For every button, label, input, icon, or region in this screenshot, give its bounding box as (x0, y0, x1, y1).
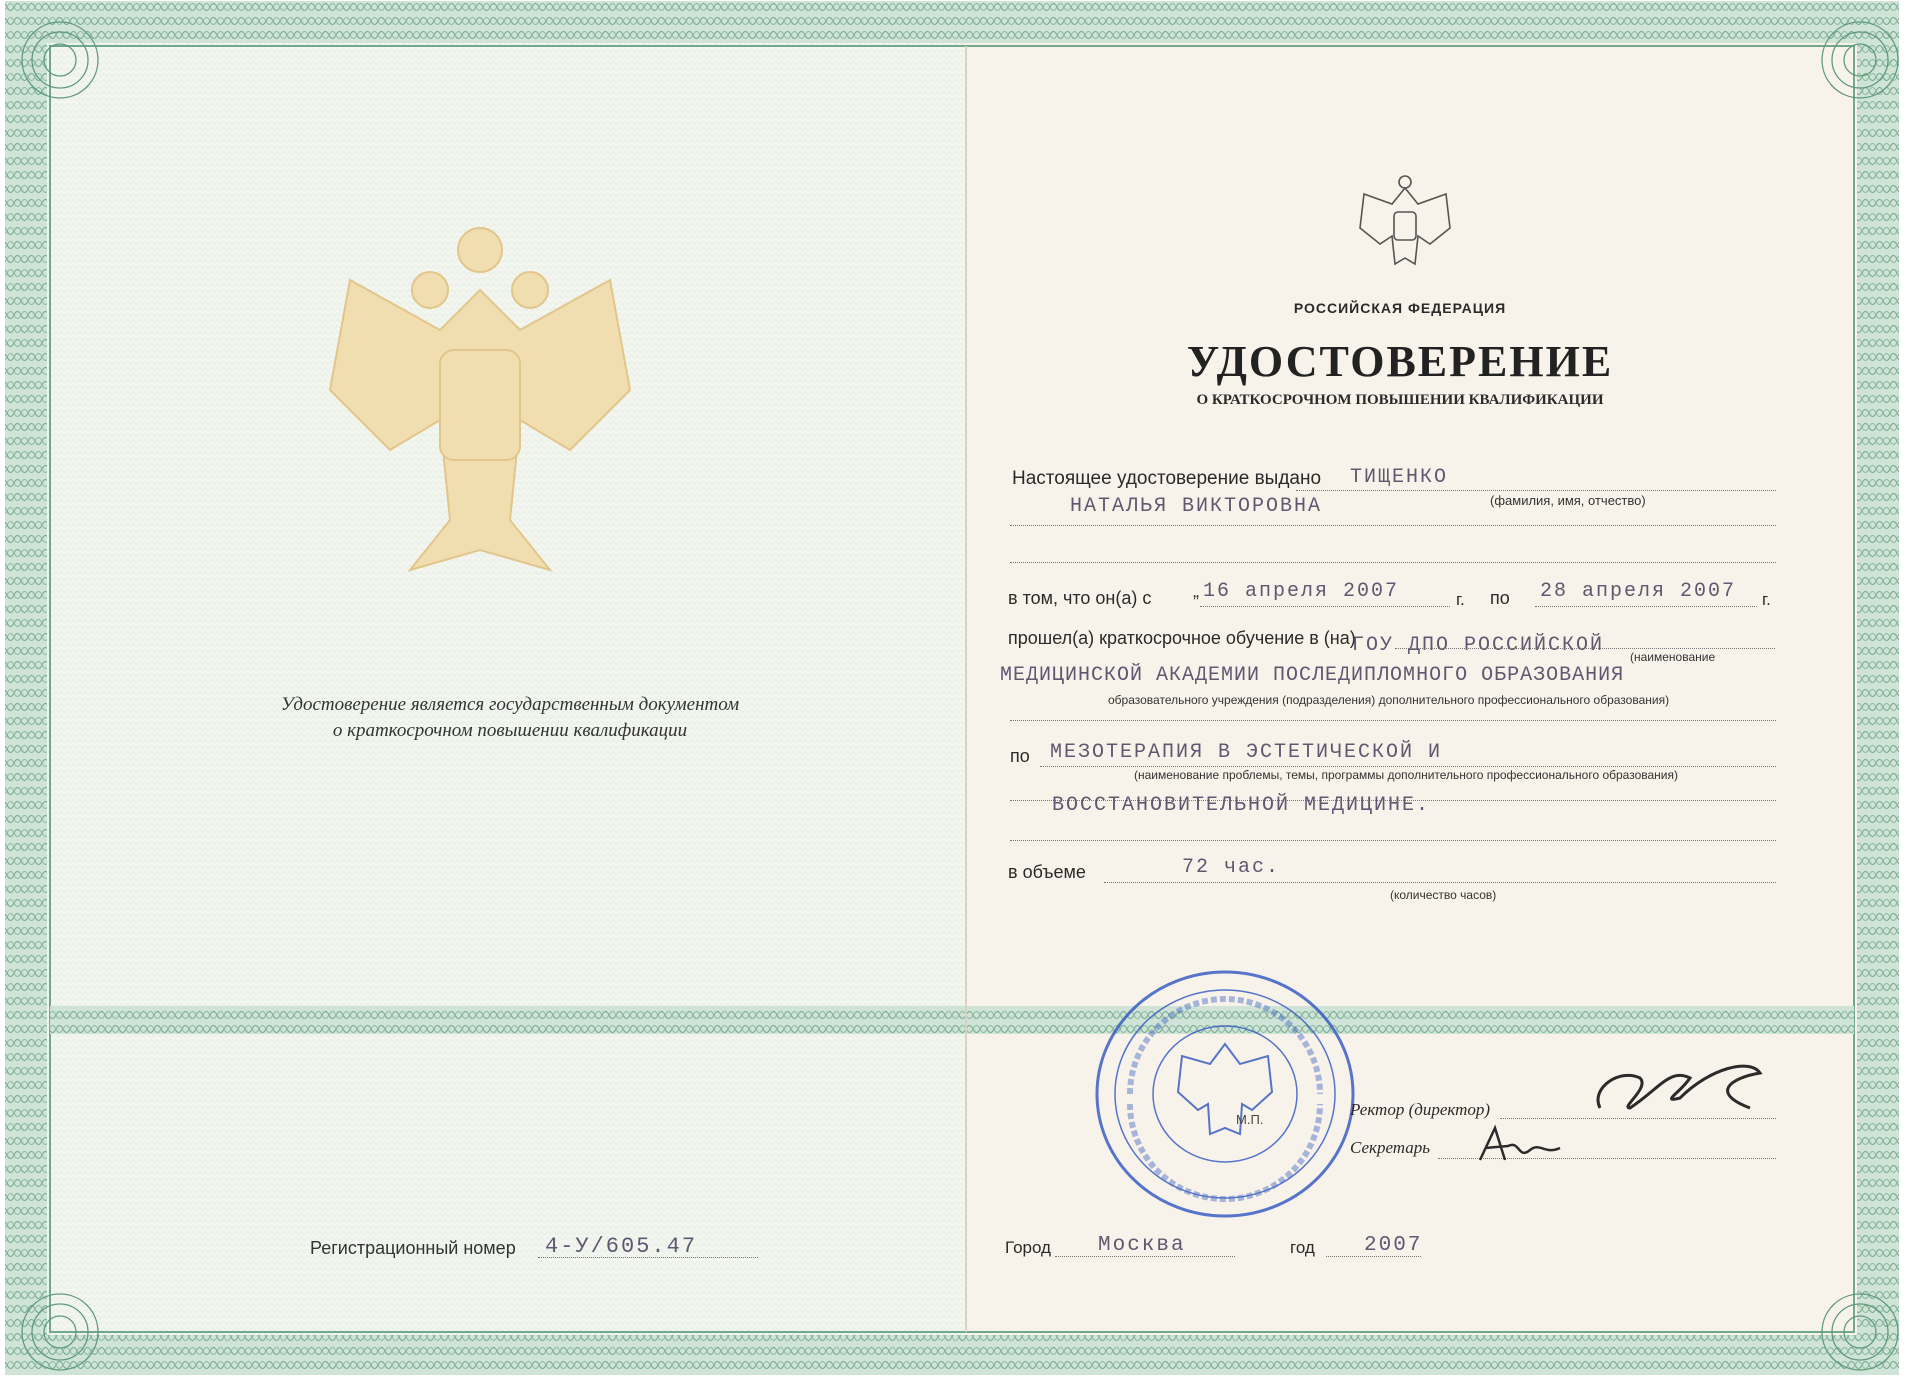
topic-label: по (1010, 746, 1030, 766)
fio-caption: (фамилия, имя, отчество) (1490, 493, 1646, 508)
institution-line2: МЕДИЦИНСКОЙ АКАДЕМИИ ПОСЛЕДИПЛОМНОГО ОБРАЗОВАНИЯ (1000, 664, 1625, 687)
hours-caption: (количество часов) (1390, 888, 1497, 902)
topic-line-3 (1010, 840, 1776, 841)
certificate-title: УДОСТОВЕРЕНИЕ (1186, 337, 1614, 386)
start-date: 16 апреля 2007 (1203, 580, 1400, 603)
city-label: Город (1005, 1238, 1051, 1257)
volume-line (1104, 882, 1776, 883)
official-seal-stamp (1090, 964, 1360, 1224)
coat-of-arms-emblem (290, 220, 670, 600)
surname-value: ТИЩЕНКО (1350, 466, 1449, 489)
certificate-subtitle: О КРАТКОСРОЧНОМ ПОВЫШЕНИИ КВАЛИФИКАЦИИ (1196, 392, 1604, 408)
end-date: 28 апреля 2007 (1540, 580, 1737, 603)
registration-number: 4-У/605.47 (545, 1234, 698, 1259)
period-to-label: по (1490, 588, 1510, 608)
given-names-value: НАТАЛЬЯ ВИКТОРОВНА (1070, 495, 1323, 518)
end-year-suffix: г. (1762, 590, 1771, 609)
fio-line-2 (1010, 562, 1776, 563)
issued-label: Настоящее удостоверение выдано (1012, 468, 1322, 489)
training-label: прошел(а) краткосрочное обучение в (на) (1008, 628, 1356, 648)
secretary-signature (1470, 1120, 1590, 1170)
city-value: Москва (1098, 1234, 1186, 1257)
institution-line-1 (1395, 648, 1775, 649)
start-quote-open: „ (1193, 581, 1199, 601)
hours-value: 72 час. (1182, 856, 1281, 879)
registration-line (538, 1257, 758, 1258)
year-label: год (1290, 1238, 1315, 1257)
institution-caption: образовательного учреждения (подразделения) дополнительного профессионального образования) (1108, 693, 1670, 707)
volume-label: в объеме (1008, 862, 1086, 882)
naming-caption: (наименование (1630, 650, 1716, 664)
period-prefix: в том, что он(а) с (1008, 588, 1152, 608)
secretary-label: Секретарь (1350, 1138, 1430, 1157)
fio-line-1 (1010, 525, 1776, 526)
issued-line (1296, 490, 1776, 491)
country-label: РОССИЙСКАЯ ФЕДЕРАЦИЯ (1293, 300, 1507, 316)
topic-line1: МЕЗОТЕРАПИЯ В ЭСТЕТИЧЕСКОЙ И (1050, 741, 1443, 764)
start-date-line (1200, 606, 1450, 607)
rector-signature (1580, 1048, 1780, 1128)
institution-line1: ГОУ ДПО РОССИЙСКОЙ (1352, 634, 1605, 657)
stamp-mark: М.П. (1236, 1112, 1264, 1127)
start-year-suffix: г. (1456, 590, 1465, 609)
year-value: 2007 (1364, 1234, 1423, 1257)
topic-caption: (наименование проблемы, темы, программы дополнительного профессионального образования) (1134, 768, 1678, 782)
left-note-line2: о краткосрочном повышении квалификации (332, 720, 688, 741)
left-note-line1: Удостоверение является государственным документом (280, 694, 740, 715)
small-emblem-icon (1350, 170, 1460, 280)
topic-line2: ВОССТАНОВИТЕЛЬНОЙ МЕДИЦИНЕ. (1052, 794, 1431, 817)
rector-label: Ректор (директор) (1350, 1100, 1491, 1119)
institution-line-3 (1010, 720, 1776, 721)
end-date-line (1535, 606, 1757, 607)
topic-line-1 (1040, 766, 1776, 767)
registration-label: Регистрационный номер (310, 1238, 516, 1258)
left-note (200, 692, 820, 744)
